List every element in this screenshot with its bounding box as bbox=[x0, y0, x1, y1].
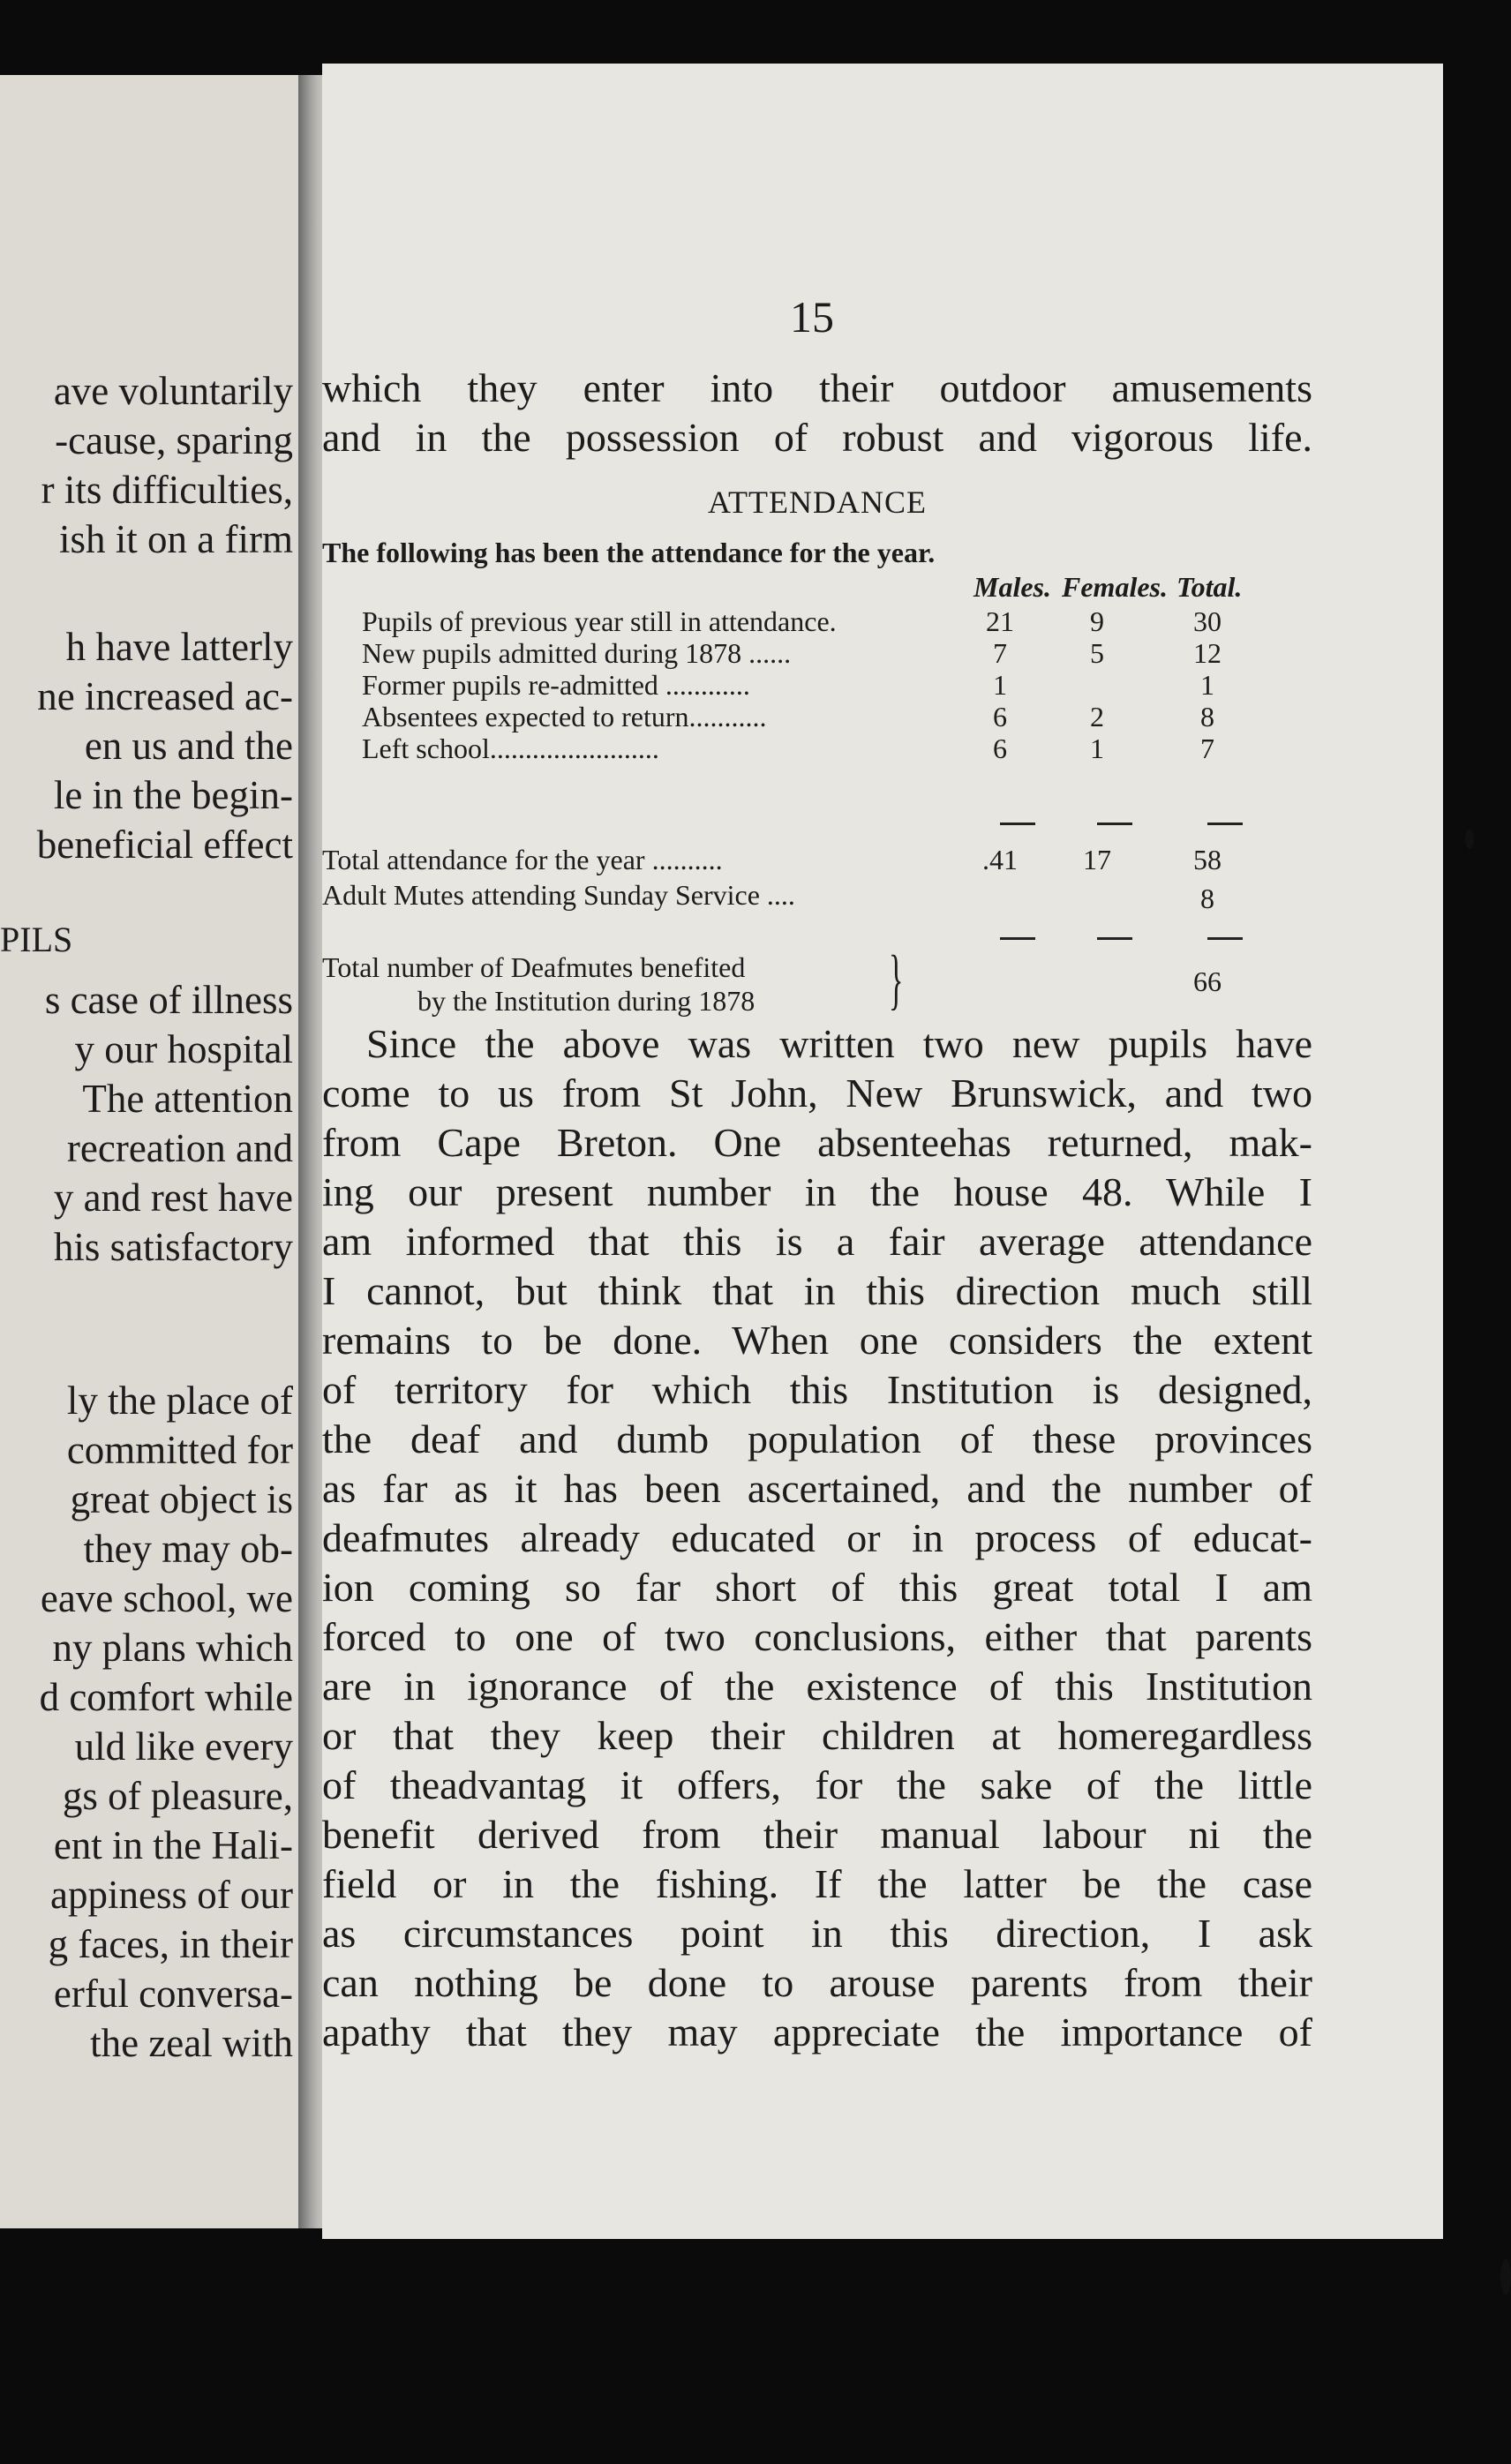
table-row-label: Pupils of previous year still in attendance. bbox=[362, 605, 837, 637]
grand-total-cell: 66 bbox=[1193, 965, 1222, 997]
total-cell-females: 17 bbox=[1083, 844, 1111, 875]
paragraph-line: ion coming so far short of this great total I am bbox=[322, 1565, 1312, 1610]
paragraph-line: of territory for which this Institution is designed, bbox=[322, 1367, 1312, 1412]
left-text-line: h have latterly bbox=[65, 625, 293, 669]
left-text-line: ne increased ac- bbox=[37, 674, 293, 718]
table-row-label: Absentees expected to return........... bbox=[362, 701, 767, 732]
total-row-label: Total attendance for the year .......... bbox=[322, 844, 723, 875]
left-text-line: beneficial effect bbox=[36, 823, 293, 867]
left-text-line: y and rest have bbox=[53, 1176, 293, 1220]
sum-rule bbox=[1000, 823, 1035, 825]
paragraph-line: benefit derived from their manual labour ni the bbox=[322, 1812, 1312, 1857]
page-number: 15 bbox=[790, 292, 834, 342]
table-cell-total: 30 bbox=[1193, 605, 1222, 637]
left-text-line: eave school, we bbox=[40, 1576, 293, 1620]
table-intro: The following has been the attendance for the year. bbox=[322, 537, 936, 568]
paragraph-line: remains to be done. When one considers the extent bbox=[322, 1318, 1312, 1363]
left-text-line: s case of illness bbox=[44, 978, 293, 1022]
left-page bbox=[0, 75, 298, 2228]
left-text-line: committed for bbox=[66, 1428, 293, 1472]
adult-cell-total: 8 bbox=[1200, 883, 1214, 914]
left-text-line: y our hospital bbox=[74, 1027, 293, 1071]
paragraph-line: apathy that they may appreciate the importance of bbox=[322, 2010, 1312, 2055]
left-text-line: ny plans which bbox=[52, 1626, 293, 1670]
left-text-line: le in the begin- bbox=[53, 773, 293, 817]
left-text-line: erful conversa- bbox=[53, 1972, 293, 2016]
left-text-line: the zeal with bbox=[90, 2021, 293, 2065]
sum-rule bbox=[1207, 823, 1243, 825]
left-text-line: r its difficulties, bbox=[41, 468, 293, 512]
left-text-line: The attention bbox=[82, 1077, 293, 1121]
left-text-line: ave voluntarily bbox=[53, 369, 293, 413]
paragraph-line: field or in the fishing. If the latter be the case bbox=[322, 1861, 1312, 1906]
scan-speck bbox=[1465, 830, 1474, 849]
left-text-line: -cause, sparing bbox=[55, 418, 293, 462]
brace-mark: } bbox=[889, 943, 904, 1017]
book-gutter bbox=[298, 75, 325, 2228]
section-heading: ATTENDANCE bbox=[708, 485, 927, 520]
left-text-line: recreation and bbox=[66, 1126, 293, 1170]
left-text-line: ish it on a firm bbox=[59, 517, 293, 561]
left-text-line: great object is bbox=[70, 1477, 293, 1521]
grand-total-label-line1: Total number of Deafmutes benefited bbox=[322, 951, 746, 983]
table-cell-total: 1 bbox=[1200, 669, 1214, 701]
table-cell-females: 2 bbox=[1090, 701, 1104, 732]
total-cell-total: 58 bbox=[1193, 844, 1222, 875]
paragraph-line: from Cape Breton. One absenteehas returned, mak- bbox=[322, 1120, 1312, 1165]
left-text-line: gs of pleasure, bbox=[62, 1774, 293, 1818]
total-cell-males: .41 bbox=[982, 844, 1018, 875]
left-text-line: ent in the Hali- bbox=[53, 1823, 293, 1867]
sum-rule bbox=[1000, 937, 1035, 940]
paragraph-line: can nothing be done to arouse parents from their bbox=[322, 1960, 1312, 2005]
paragraph-line: come to us from St John, New Brunswick, and two bbox=[322, 1070, 1312, 1116]
right-page bbox=[322, 64, 1443, 2239]
grand-total-label-line2: by the Institution during 1878 bbox=[417, 985, 756, 1017]
adult-row-label: Adult Mutes attending Sunday Service .... bbox=[322, 879, 795, 911]
sum-rule bbox=[1207, 937, 1243, 940]
sum-rule bbox=[1097, 823, 1132, 825]
left-text-line: his satisfactory bbox=[53, 1225, 293, 1269]
sum-rule bbox=[1097, 937, 1132, 940]
paragraph-line: I cannot, but think that in this direction much still bbox=[322, 1268, 1312, 1313]
left-text-line: they may ob- bbox=[83, 1527, 293, 1571]
table-cell-males: 6 bbox=[993, 732, 1007, 764]
left-section-heading: PILS bbox=[0, 920, 73, 959]
paragraph-line: are in ignorance of the existence of this Institution bbox=[322, 1664, 1312, 1709]
body-line: and in the possession of robust and vigorous life. bbox=[322, 415, 1312, 460]
paragraph-line: ing our present number in the house 48. While I bbox=[322, 1169, 1312, 1214]
table-cell-females: 5 bbox=[1090, 637, 1104, 669]
paragraph-line: the deaf and dumb population of these provinces bbox=[322, 1416, 1312, 1461]
paragraph-line: of theadvantag it offers, for the sake of the little bbox=[322, 1762, 1312, 1807]
paragraph-line: as far as it has been ascertained, and the number of bbox=[322, 1466, 1312, 1511]
table-cell-total: 12 bbox=[1193, 637, 1222, 669]
column-header-males: Males. bbox=[974, 571, 1051, 603]
paragraph-line: Since the above was written two new pupils have bbox=[366, 1021, 1312, 1066]
paragraph-line: or that they keep their children at homeregardless bbox=[322, 1713, 1312, 1758]
table-cell-males: 1 bbox=[993, 669, 1007, 701]
scan-speck bbox=[1500, 2259, 1511, 2295]
table-cell-males: 6 bbox=[993, 701, 1007, 732]
table-cell-total: 8 bbox=[1200, 701, 1214, 732]
table-cell-females: 9 bbox=[1090, 605, 1104, 637]
table-row-label: Left school........................ bbox=[362, 732, 659, 764]
left-text-line: uld like every bbox=[74, 1724, 293, 1769]
table-cell-males: 21 bbox=[986, 605, 1014, 637]
table-row-label: Former pupils re-admitted ............ bbox=[362, 669, 750, 701]
table-row-label: New pupils admitted during 1878 ...... bbox=[362, 637, 792, 669]
body-line: which they enter into their outdoor amusements bbox=[322, 365, 1312, 410]
column-header-total: Total. bbox=[1176, 571, 1243, 603]
table-cell-males: 7 bbox=[993, 637, 1007, 669]
left-text-line: appiness of our bbox=[50, 1873, 293, 1917]
paragraph-line: am informed that this is a fair average attendance bbox=[322, 1219, 1312, 1264]
left-text-line: g faces, in their bbox=[48, 1922, 293, 1966]
table-cell-total: 7 bbox=[1200, 732, 1214, 764]
left-text-line: ly the place of bbox=[66, 1378, 293, 1423]
paragraph-line: as circumstances point in this direction, I ask bbox=[322, 1911, 1312, 1956]
column-header-females: Females. bbox=[1062, 571, 1168, 603]
table-cell-females: 1 bbox=[1090, 732, 1104, 764]
left-text-line: en us and the bbox=[84, 724, 293, 768]
paragraph-line: deafmutes already educated or in process of educat- bbox=[322, 1515, 1312, 1560]
paragraph-line: forced to one of two conclusions, either that parents bbox=[322, 1614, 1312, 1659]
left-text-line: d comfort while bbox=[39, 1675, 293, 1719]
